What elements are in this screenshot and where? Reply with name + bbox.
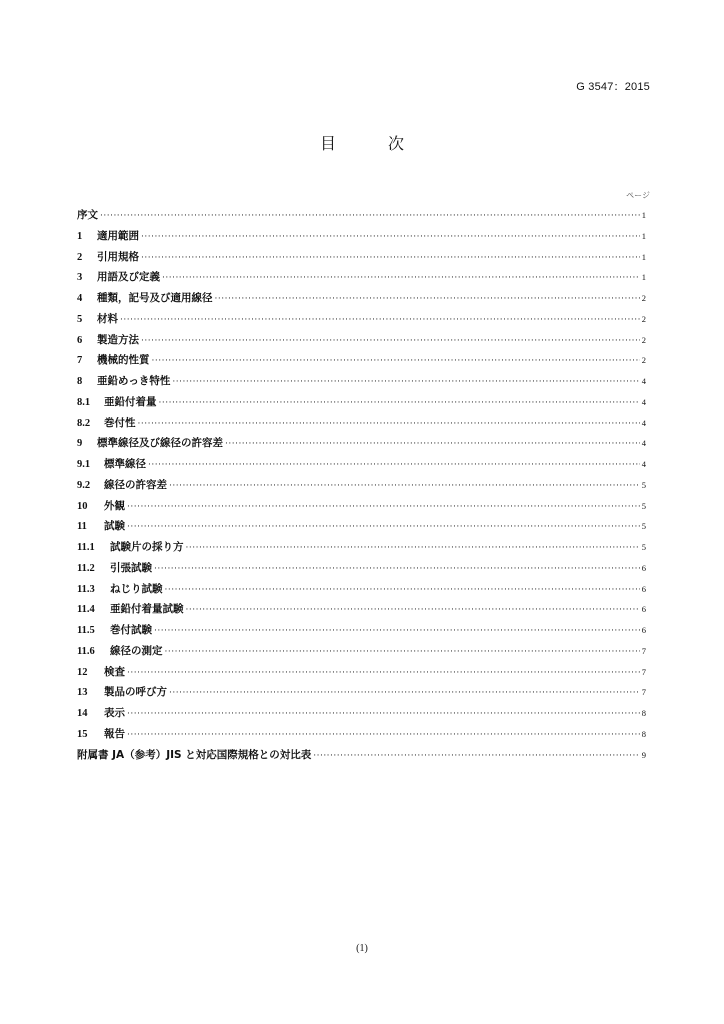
entry-page: 1 <box>641 210 646 220</box>
entry-label: 外観 <box>104 499 125 512</box>
dot-leader <box>184 600 641 621</box>
dot-leader <box>152 621 640 642</box>
toc-entry-8-1[interactable] <box>77 392 646 413</box>
dot-leader <box>163 580 641 601</box>
toc-entry-3[interactable] <box>77 267 646 288</box>
entry-label: 亜鉛めっき特性 <box>97 375 171 387</box>
dot-leader <box>125 663 640 684</box>
entry-number: 11.4 <box>77 604 95 616</box>
entry-label: ねじり試験 <box>110 582 163 595</box>
dot-leader <box>125 725 640 746</box>
entry-page: 4 <box>641 396 646 407</box>
entry-label: 引用規格 <box>97 250 139 263</box>
toc-entry-11-1[interactable] <box>77 537 646 558</box>
toc-entry-9-2[interactable] <box>77 475 646 496</box>
entry-page: 5 <box>641 542 646 552</box>
toc-entry-13[interactable] <box>77 682 646 703</box>
entry-number: 8 <box>77 376 83 387</box>
toc-list <box>77 205 646 765</box>
toc-entry-10[interactable] <box>77 496 646 517</box>
toc-entry-6[interactable] <box>77 330 646 351</box>
entry-page: 6 <box>641 625 646 635</box>
dot-leader <box>157 393 641 414</box>
entry-number: 10 <box>77 500 88 512</box>
entry-number: 15 <box>77 728 88 740</box>
standard-id: G 3547：2015 <box>576 81 650 93</box>
dot-leader <box>98 206 640 227</box>
entry-label: 試験 <box>104 520 125 533</box>
entry-number: 8.1 <box>77 396 91 408</box>
entry-page: 1 <box>641 230 646 241</box>
toc-entry-1[interactable] <box>77 226 646 247</box>
dot-leader <box>223 434 640 455</box>
toc-entry-9[interactable] <box>77 433 646 454</box>
toc-entry-5[interactable] <box>77 309 646 330</box>
entry-number: 11.2 <box>77 562 95 574</box>
dot-leader <box>118 310 640 331</box>
entry-number: 7 <box>77 355 83 367</box>
dot-leader <box>125 704 640 725</box>
entry-page: 4 <box>641 459 646 469</box>
entry-page: 2 <box>641 355 646 366</box>
entry-label: 巻付試験 <box>110 624 152 636</box>
dot-leader <box>139 331 640 352</box>
dot-leader <box>167 476 640 497</box>
entry-label: 序文 <box>77 209 98 221</box>
entry-label: 適用範囲 <box>97 229 139 242</box>
toc-entry-11[interactable] <box>77 516 646 537</box>
toc-entry-9-1[interactable] <box>77 454 646 475</box>
entry-label: 表示 <box>104 707 125 719</box>
toc-entry-preface[interactable] <box>77 205 646 226</box>
entry-label: 製品の呼び方 <box>104 686 167 699</box>
toc-entry-7[interactable] <box>77 350 646 371</box>
page-column-header: ページ <box>626 191 650 200</box>
entry-page: 9 <box>641 749 646 760</box>
toc-entry-annex-ja[interactable] <box>77 745 646 766</box>
entry-page: 8 <box>641 728 646 739</box>
entry-page: 6 <box>641 604 646 615</box>
entry-number: 4 <box>77 293 83 304</box>
toc-entry-2[interactable] <box>77 247 646 268</box>
entry-number: 9 <box>77 438 83 450</box>
entry-page: 4 <box>641 376 646 386</box>
dot-leader <box>125 497 640 518</box>
toc-entry-8[interactable] <box>77 371 646 392</box>
toc-title: 目 次 <box>319 134 422 153</box>
dot-leader <box>311 746 640 767</box>
entry-number: 12 <box>77 666 88 678</box>
toc-entry-11-4[interactable] <box>77 599 646 620</box>
entry-label: 亜鉛付着量試験 <box>110 603 184 616</box>
entry-label: 標準線径及び線径の許容差 <box>97 437 223 450</box>
entry-label: 引張試験 <box>110 561 152 574</box>
entry-page: 2 <box>641 293 646 303</box>
dot-leader <box>170 372 640 393</box>
entry-label: 線径の許容差 <box>104 478 167 491</box>
entry-number: 11.1 <box>77 542 95 553</box>
entry-label: 亜鉛付着量 <box>104 395 157 408</box>
dot-leader <box>150 351 641 372</box>
entry-label: 材料 <box>97 312 118 325</box>
entry-number: 5 <box>77 313 83 325</box>
entry-label: 種類，記号及び適用線径 <box>97 292 213 304</box>
toc-entry-8-2[interactable] <box>77 413 646 434</box>
dot-leader <box>146 455 640 476</box>
entry-number: 13 <box>77 687 88 699</box>
toc-entry-15[interactable] <box>77 724 646 745</box>
dot-leader <box>139 227 640 248</box>
entry-label: 用語及び定義 <box>97 271 160 284</box>
dot-leader <box>213 289 641 310</box>
entry-label: 標準線径 <box>104 458 146 470</box>
toc-entry-11-6[interactable] <box>77 641 646 662</box>
entry-page: 5 <box>641 500 646 511</box>
entry-number: 2 <box>77 251 83 263</box>
entry-page: 4 <box>641 438 646 449</box>
toc-entry-11-5[interactable] <box>77 620 646 641</box>
dot-leader <box>160 268 640 289</box>
dot-leader <box>136 414 641 435</box>
entry-number: 9.2 <box>77 479 91 491</box>
entry-label: 試験片の採り方 <box>110 541 184 553</box>
entry-label: 製造方法 <box>97 333 139 346</box>
entry-page: 5 <box>641 521 646 532</box>
entry-number: 11.6 <box>77 645 95 657</box>
entry-number: 3 <box>77 272 83 284</box>
entry-number: 11.3 <box>77 583 95 595</box>
entry-number: 6 <box>77 334 83 346</box>
toc-entry-14[interactable] <box>77 703 646 724</box>
dot-leader <box>139 248 640 269</box>
dot-leader <box>167 683 640 704</box>
entry-page: 7 <box>641 687 646 698</box>
entry-page: 1 <box>641 251 646 262</box>
entry-page: 6 <box>641 583 646 594</box>
footer-page-number: (1) <box>356 943 368 954</box>
toc-entry-4[interactable] <box>77 288 646 309</box>
dot-leader <box>184 538 641 559</box>
entry-page: 5 <box>641 479 646 490</box>
entry-page: 7 <box>641 645 646 656</box>
entry-page: 2 <box>641 313 646 324</box>
dot-leader <box>125 517 640 538</box>
toc-entry-11-2[interactable] <box>77 558 646 579</box>
entry-number: 14 <box>77 708 88 719</box>
entry-label: 附属書 JA（参考）JIS と対応国際規格との対比表 <box>77 748 312 761</box>
entry-label: 検査 <box>104 665 125 678</box>
entry-page: 2 <box>641 334 646 345</box>
entry-number: 8.2 <box>77 417 91 429</box>
entry-number: 11 <box>77 521 87 533</box>
entry-label: 機械的性質 <box>97 354 150 367</box>
entry-page: 7 <box>641 666 646 677</box>
entry-page: 4 <box>641 417 646 428</box>
toc-entry-12[interactable] <box>77 662 646 683</box>
entry-label: 線径の測定 <box>110 644 163 657</box>
entry-page: 6 <box>641 562 646 573</box>
dot-leader <box>163 642 641 663</box>
entry-label: 巻付性 <box>104 416 136 429</box>
entry-page: 1 <box>641 272 646 283</box>
entry-number: 1 <box>77 230 83 242</box>
toc-entry-11-3[interactable] <box>77 579 646 600</box>
entry-number: 11.5 <box>77 625 95 636</box>
entry-label: 報告 <box>104 727 125 740</box>
dot-leader <box>152 559 640 580</box>
entry-page: 8 <box>641 708 646 718</box>
entry-number: 9.1 <box>77 459 91 470</box>
